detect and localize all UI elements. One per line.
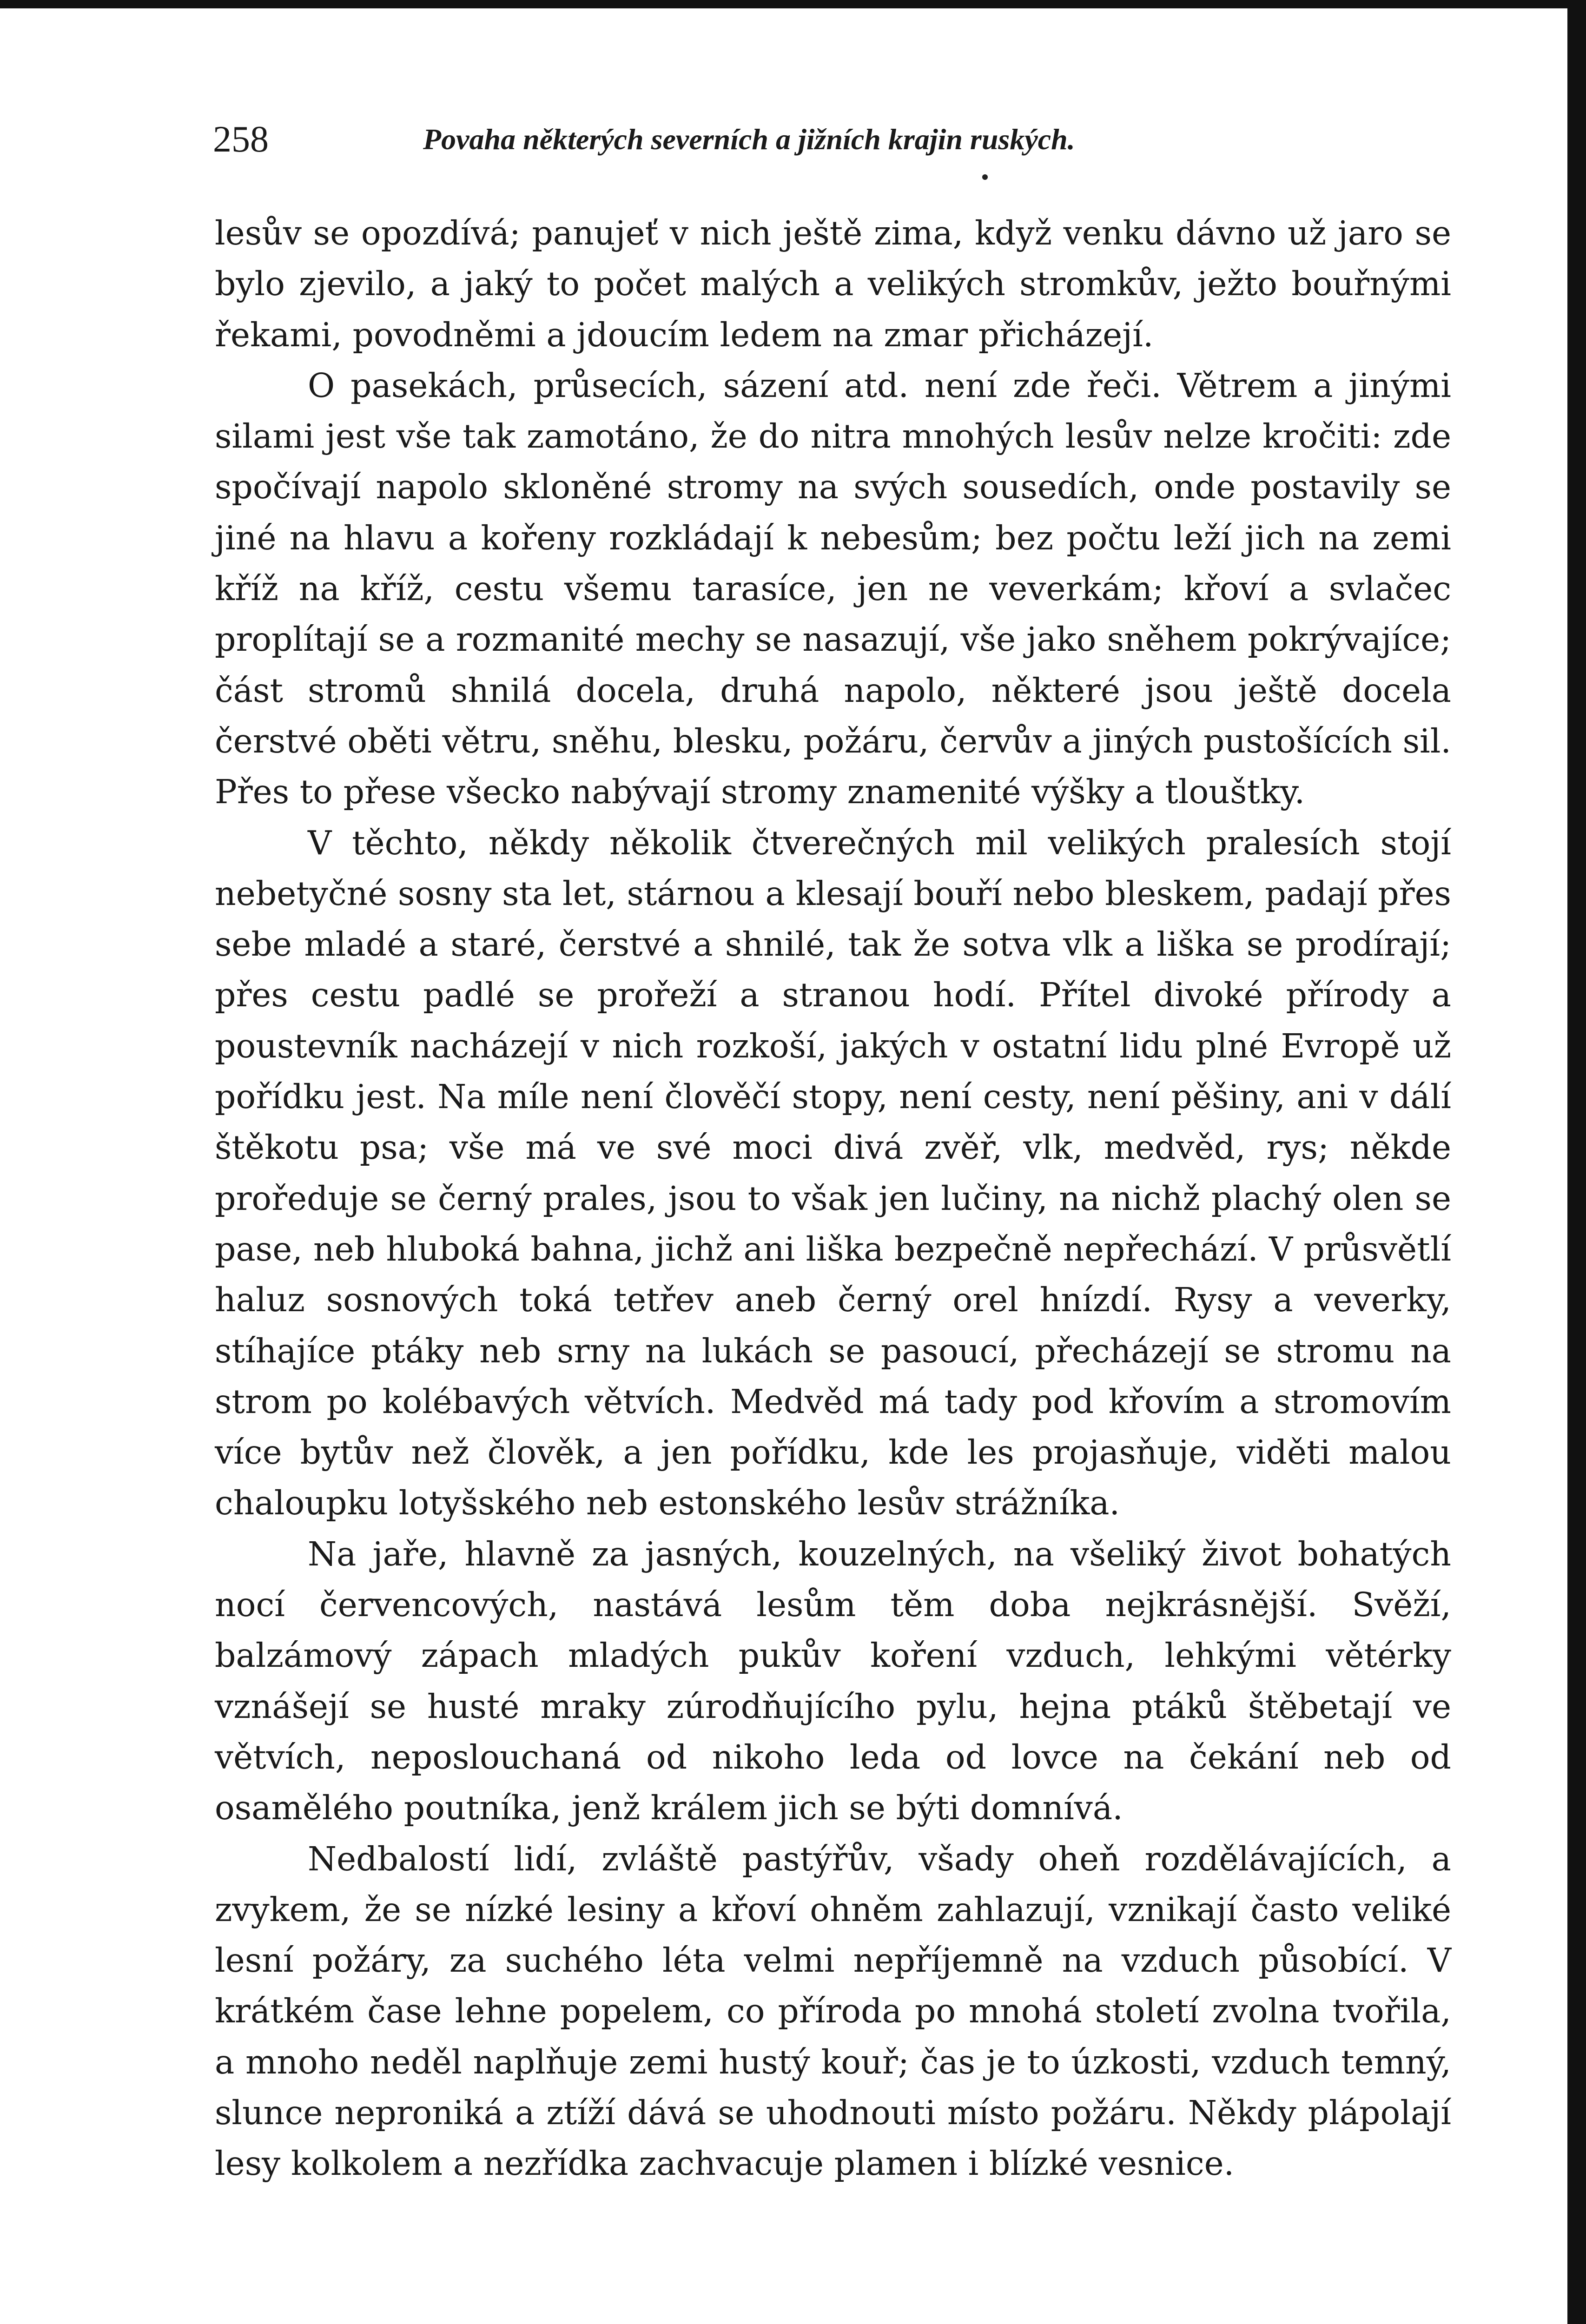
paragraph-2: O pasekách, průsecích, sázení atd. není zde řeči. Větrem a jinými silami jest vše tak zamotáno, že do nitra mnohých lesův nelze kročiti: zde spočívají napolo skloněné stromy na svých sousedích, onde postavily se jiné na hlavu a kořeny rozkládají k nebesům; bez počtu leží jich na zemi kříž na kříž, cestu všemu tarasíce, jen ne veverkám; křoví a svlačec proplítají se a rozmanité mechy se nasazují, vše jako sněhem pokrývajíce; část stromů shnilá docela, druhá napolo, některé jsou ještě docela čerstvé oběti větru, sněhu, blesku, požáru, červův a jiných pustošících sil. Přes to přese všecko nabývají stromy znamenité výšky a tlouštky. [215,366,1451,812]
paragraph-3: V těchto, někdy několik čtverečných mil velikých pralesích stojí nebetyčné sosny sta let, stárnou a klesají bouří nebo bleskem, padají přes sebe mladé a staré, čerstvé a shnilé, tak že sotva vlk a liška se prodírají; přes cestu padlé se prořeží a stranou hodí. Přítel divoké přírody a poustevník nacházejí v nich rozkoší, jakých v ostatní lidu plné Evropě už pořídku jest. Na míle není člověčí stopy, není cesty, není pěšiny, ani v dálí štěkotu psa; vše má ve své moci divá zvěř, vlk, medvěd, rys; někde proředuje se černý prales, jsou to však jen lučiny, na nichž plachý olen se pase, neb hluboká bahna, jichž ani liška bezpečně nepřechází. V průsvětlí haluz sosnových toká tetřev aneb černý orel hnízdí. Rysy a veverky, stíhajíce ptáky neb srny na lukách se pasoucí, přecházejí se stromu na strom po kolébavých větvích. Medvěd má tady pod křovím a stromovím více bytův než člověk, a jen pořídku, kde les projasňuje, viděti malou chaloupku lotyšského neb estonského lesův strážníka. [215,823,1451,1523]
body-text [215,208,1451,2189]
paragraph-1: lesův se opozdívá; panujeť v nich ještě zima, když venku dávno už jaro se bylo zjevilo, a jaký to počet malých a velikých stromkův, ježto bouřnými řekami, povodněmi a jdoucím ledem na zmar přicházejí. [215,214,1451,354]
paragraph-4: Na jaře, hlavně za jasných, kouzelných, na všeliký život bohatých nocí červencových, nastává lesům těm doba nejkrásnější. Svěží, balzámový zápach mladých pukův koření vzduch, lehkými větérky vznášejí se husté mraky zúrodňujícího pylu, hejna ptáků štěbetají ve větvích, neposlouchaná od nikoho leda od lovce na čekání neb od osamělého poutníka, jenž králem jich se býti domnívá. [215,1534,1451,1828]
running-title: Povaha některých severních a jižních krajin ruských. [423,123,1075,156]
paragraph-5: Nedbalostí lidí, zvláště pastýřův, všady oheň rozdělávajících, a zvykem, že se nízké lesiny a křoví ohněm zahlazují, vznikají často veliké lesní požáry, za suchého léta velmi nepříjemně na vzduch působící. V krátkém čase lehne popelem, co příroda po mnohá století zvolna tvořila, a mnoho neděl naplňuje zemi hustý kouř; čas je to úzkosti, vzduch temný, slunce neproniká a ztíží dává se uhodnouti místo požáru. Někdy plápolají lesy kolkolem a nezřídka zachvacuje plamen i blízké vesnice. [215,1839,1451,2183]
header-dot [982,174,988,180]
page-number: 258 [213,119,269,160]
page-header [213,116,1452,163]
